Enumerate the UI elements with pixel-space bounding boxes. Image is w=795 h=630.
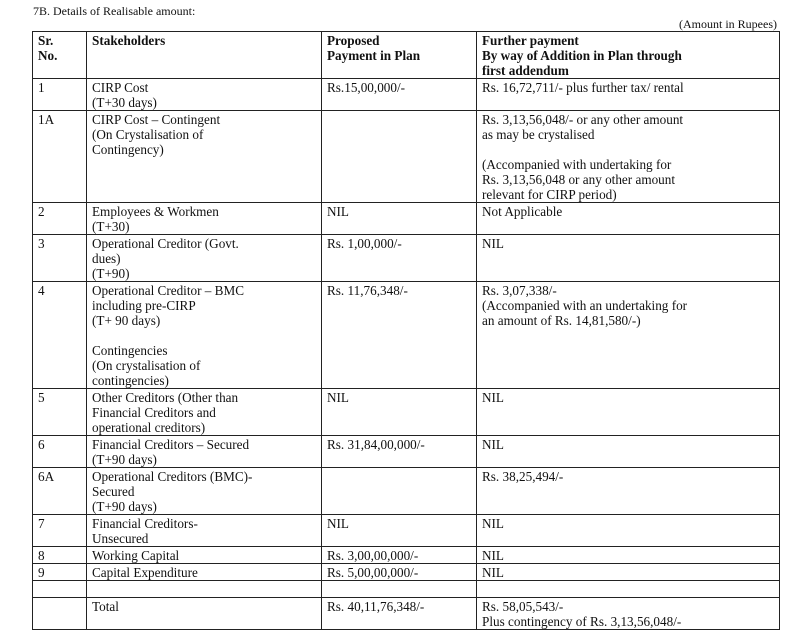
- cell-further-payment: [477, 468, 780, 515]
- cell-line: Rs. 38,25,494/-: [482, 469, 564, 484]
- header-stakeholders: [87, 32, 322, 79]
- cell-further-payment: [477, 547, 780, 564]
- cell-line: operational creditors): [92, 420, 206, 435]
- cell-further-payment: [477, 203, 780, 235]
- cell-line: Unsecured: [92, 531, 149, 546]
- cell-proposed-payment: [322, 235, 477, 282]
- table-row: [33, 515, 780, 547]
- cell-sr-no: 3: [33, 235, 87, 282]
- cell-line: as may be crystalised: [482, 127, 595, 142]
- cell-stakeholder: [87, 389, 322, 436]
- cell-line: relevant for CIRP period): [482, 187, 617, 202]
- cell-line: Stakeholders: [92, 33, 166, 48]
- cell-line: NIL: [482, 390, 504, 405]
- cell-line: Contingencies: [92, 343, 168, 358]
- cell-sr-no: 6: [33, 436, 87, 468]
- cell-line: (T+ 90 days): [92, 313, 161, 328]
- cell-line: Financial Creditors-: [92, 516, 198, 531]
- cell-line: Rs. 3,00,00,000/-: [327, 548, 419, 563]
- cell-further-payment: [477, 282, 780, 389]
- cell-line: Rs. 40,11,76,348/-: [327, 599, 425, 614]
- cell-line: Financial Creditors and: [92, 405, 216, 420]
- cell-proposed-payment: [322, 282, 477, 389]
- cell-line: No.: [38, 48, 58, 63]
- table-row: [33, 468, 780, 515]
- spacer-row: [33, 581, 780, 598]
- table-row: [33, 547, 780, 564]
- cell-line: Operational Creditors (BMC)-: [92, 469, 253, 484]
- cell-proposed-payment: [322, 564, 477, 581]
- cell-stakeholder: [87, 235, 322, 282]
- cell-stakeholder: [87, 282, 322, 389]
- table-row: [33, 79, 780, 111]
- table-row: [33, 111, 780, 203]
- header-further-payment: [477, 32, 780, 79]
- cell-sr-no: [33, 598, 87, 630]
- blank-line: [92, 582, 317, 597]
- cell-sr-no: 8: [33, 547, 87, 564]
- cell-proposed-payment: [322, 468, 477, 515]
- cell-line: (T+90): [92, 266, 130, 281]
- cell-line: Rs. 11,76,348/-: [327, 283, 408, 298]
- cell-line: NIL: [482, 565, 504, 580]
- cell-further-payment: [477, 564, 780, 581]
- cell-line: Secured: [92, 484, 135, 499]
- cell-further-payment: [477, 598, 780, 630]
- cell-sr-no: 2: [33, 203, 87, 235]
- cell-stakeholder: [87, 515, 322, 547]
- cell-line: (On Crystalisation of: [92, 127, 204, 142]
- cell-sr-no: 6A: [33, 468, 87, 515]
- cell-line: an amount of Rs. 14,81,580/-): [482, 313, 641, 328]
- cell-line: (T+90 days): [92, 499, 157, 514]
- table-body: [33, 79, 780, 630]
- cell-sr-no: 1A: [33, 111, 87, 203]
- cell-further-payment: [477, 389, 780, 436]
- cell-line: Not Applicable: [482, 204, 563, 219]
- cell-line: NIL: [327, 204, 349, 219]
- cell-line: dues): [92, 251, 121, 266]
- cell-line: contingencies): [92, 373, 169, 388]
- amount-unit-note: (Amount in Rupees): [679, 17, 777, 31]
- header-sr-no: [33, 32, 87, 79]
- cell-line: Further payment: [482, 33, 579, 48]
- header-proposed-payment: [322, 32, 477, 79]
- cell-line: Rs.15,00,000/-: [327, 80, 406, 95]
- cell-further-payment: [477, 79, 780, 111]
- cell-further-payment: [477, 515, 780, 547]
- cell-sr-no: [33, 581, 87, 598]
- cell-proposed-payment: [322, 111, 477, 203]
- cell-proposed-payment: [322, 581, 477, 598]
- cell-stakeholder: [87, 547, 322, 564]
- cell-stakeholder: [87, 581, 322, 598]
- cell-sr-no: 9: [33, 564, 87, 581]
- cell-sr-no: 5: [33, 389, 87, 436]
- cell-line: (T+90 days): [92, 452, 157, 467]
- cell-line: Sr.: [38, 33, 54, 48]
- cell-further-payment: [477, 436, 780, 468]
- cell-line: Rs. 1,00,000/-: [327, 236, 402, 251]
- cell-line: Contingency): [92, 142, 164, 157]
- section-heading: 7B. Details of Realisable amount:: [33, 4, 196, 18]
- cell-further-payment: [477, 235, 780, 282]
- cell-proposed-payment: [322, 598, 477, 630]
- cell-line: NIL: [327, 390, 349, 405]
- blank-line: [482, 142, 775, 157]
- cell-line: Total: [92, 599, 119, 614]
- cell-line: By way of Addition in Plan through: [482, 48, 682, 63]
- cell-line: Employees & Workmen: [92, 204, 219, 219]
- cell-line: (T+30): [92, 219, 130, 234]
- table-row: [33, 436, 780, 468]
- cell-line: Rs. 58,05,543/-: [482, 599, 564, 614]
- cell-line: CIRP Cost: [92, 80, 149, 95]
- cell-further-payment: [477, 111, 780, 203]
- cell-sr-no: 4: [33, 282, 87, 389]
- cell-line: NIL: [482, 437, 504, 452]
- cell-line: (T+30 days): [92, 95, 157, 110]
- cell-line: NIL: [327, 516, 349, 531]
- cell-line: Rs. 3,13,56,048 or any other amount: [482, 172, 676, 187]
- cell-line: Rs. 5,00,00,000/-: [327, 565, 419, 580]
- cell-line: Working Capital: [92, 548, 180, 563]
- cell-line: NIL: [482, 548, 504, 563]
- cell-line: (On crystalisation of: [92, 358, 201, 373]
- cell-proposed-payment: [322, 203, 477, 235]
- cell-line: Rs. 16,72,711/- plus further tax/ rental: [482, 80, 684, 95]
- cell-line: Payment in Plan: [327, 48, 421, 63]
- cell-stakeholder: [87, 111, 322, 203]
- cell-line: Operational Creditor – BMC: [92, 283, 244, 298]
- cell-line: Financial Creditors – Secured: [92, 437, 250, 452]
- cell-line: Proposed: [327, 33, 380, 48]
- cell-line: Rs. 31,84,00,000/-: [327, 437, 425, 452]
- table-row: [33, 598, 780, 630]
- cell-stakeholder: [87, 598, 322, 630]
- cell-line: Operational Creditor (Govt.: [92, 236, 239, 251]
- table-row: [33, 564, 780, 581]
- cell-proposed-payment: [322, 389, 477, 436]
- cell-line: Capital Expenditure: [92, 565, 198, 580]
- cell-proposed-payment: [322, 79, 477, 111]
- table-row: [33, 282, 780, 389]
- cell-line: Rs. 3,13,56,048/- or any other amount: [482, 112, 684, 127]
- cell-line: NIL: [482, 236, 504, 251]
- realisable-amount-table: [32, 31, 780, 630]
- cell-line: CIRP Cost – Contingent: [92, 112, 221, 127]
- table-row: [33, 389, 780, 436]
- cell-line: including pre-CIRP: [92, 298, 196, 313]
- table-row: [33, 203, 780, 235]
- table-header-row: [33, 32, 780, 79]
- cell-line: NIL: [482, 516, 504, 531]
- cell-further-payment: [477, 581, 780, 598]
- cell-stakeholder: [87, 564, 322, 581]
- cell-line: Plus contingency of Rs. 3,13,56,048/-: [482, 614, 682, 629]
- cell-stakeholder: [87, 79, 322, 111]
- cell-line: Rs. 3,07,338/-: [482, 283, 557, 298]
- blank-line: [92, 328, 317, 343]
- cell-line: Other Creditors (Other than: [92, 390, 239, 405]
- cell-stakeholder: [87, 203, 322, 235]
- cell-proposed-payment: [322, 547, 477, 564]
- cell-line: (Accompanied with an undertaking for: [482, 298, 688, 313]
- cell-sr-no: 7: [33, 515, 87, 547]
- cell-sr-no: 1: [33, 79, 87, 111]
- cell-line: first addendum: [482, 63, 569, 78]
- cell-line: (Accompanied with undertaking for: [482, 157, 672, 172]
- cell-stakeholder: [87, 436, 322, 468]
- cell-stakeholder: [87, 468, 322, 515]
- cell-proposed-payment: [322, 515, 477, 547]
- cell-proposed-payment: [322, 436, 477, 468]
- table-row: [33, 235, 780, 282]
